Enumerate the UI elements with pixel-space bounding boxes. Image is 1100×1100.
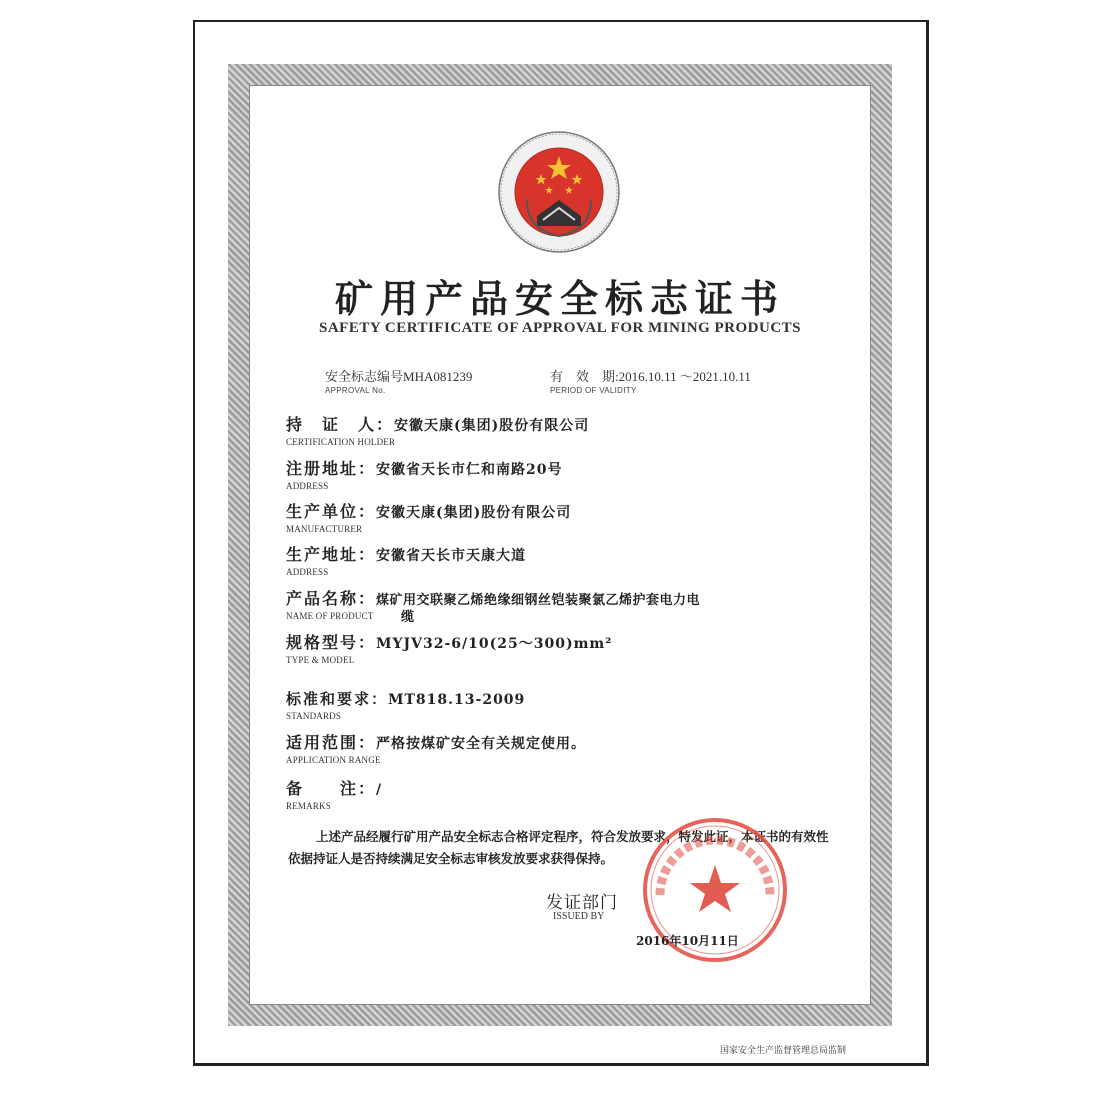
field-manufacturer bbox=[286, 499, 571, 534]
approval-no-row bbox=[325, 366, 472, 385]
issue-date: 2016年10月11日 bbox=[636, 934, 739, 948]
field-label: 产品名称： bbox=[286, 589, 377, 608]
field-product-name bbox=[286, 586, 701, 625]
certificate-title-cn: 矿用产品安全标志证书 bbox=[334, 276, 785, 321]
field-label: 注册地址： bbox=[286, 459, 377, 478]
validity-value: 2016.10.11 ～2021.10.11 bbox=[618, 369, 751, 384]
field-value: 煤矿用交联聚乙烯绝缘细钢丝铠装聚氯乙烯护套电力电 bbox=[376, 593, 701, 608]
field-en: MANUFACTURER bbox=[286, 524, 363, 534]
state-emblem-icon bbox=[497, 130, 621, 254]
field-value: / bbox=[376, 782, 383, 798]
field-value: 安徽省天长市仁和南路20号 bbox=[376, 462, 563, 478]
field-en: NAME OF PRODUCT bbox=[286, 611, 374, 621]
field-en: ADDRESS bbox=[286, 567, 329, 577]
field-en: APPLICATION RANGE bbox=[286, 755, 381, 765]
field-en: REMARKS bbox=[286, 801, 331, 811]
certification-statement: 上述产品经履行矿用产品安全标志合格评定程序，符合发放要求，特发此证，本证书的有效性依据持证人是否持续满足安全标志审核发放要求获得保持。 bbox=[288, 829, 829, 866]
field-standards bbox=[286, 688, 525, 721]
field-label: 标准和要求： bbox=[286, 690, 389, 708]
field-label: 规格型号： bbox=[286, 633, 377, 652]
validity-row bbox=[550, 366, 751, 385]
field-type-model bbox=[286, 630, 612, 665]
field-label: 生产单位： bbox=[286, 502, 377, 521]
field-value: MT818.13-2009 bbox=[388, 692, 526, 708]
field-value-line2: 缆 bbox=[401, 610, 415, 625]
field-address bbox=[286, 456, 563, 491]
field-label: 备 注： bbox=[286, 779, 377, 798]
validity-en: PERIOD OF VALIDITY bbox=[550, 386, 637, 395]
field-application-range bbox=[286, 730, 586, 765]
field-value: 安徽天康(集团)股份有限公司 bbox=[376, 505, 572, 521]
field-holder bbox=[286, 412, 589, 447]
field-remarks bbox=[286, 776, 382, 811]
approval-no-en: APPROVAL No. bbox=[325, 386, 386, 395]
validity-label: 有 效 期: bbox=[550, 369, 619, 384]
certificate-title-en: SAFETY CERTIFICATE OF APPROVAL FOR MINING PRODUCTS bbox=[318, 320, 802, 336]
field-label: 持 证 人： bbox=[286, 415, 395, 434]
field-en: CERTIFICATION HOLDER bbox=[286, 437, 396, 447]
approval-no-label: 安全标志编号 bbox=[325, 369, 404, 384]
field-label: 适用范围： bbox=[286, 733, 377, 752]
field-label: 生产地址： bbox=[286, 545, 377, 564]
field-value: MYJV32-6/10(25～300)mm² bbox=[376, 636, 613, 652]
field-en: ADDRESS bbox=[286, 481, 329, 491]
field-en: TYPE & MODEL bbox=[286, 655, 355, 665]
field-value: 安徽天康(集团)股份有限公司 bbox=[394, 418, 590, 434]
field-production-address bbox=[286, 542, 526, 577]
field-value: 严格按煤矿安全有关规定使用。 bbox=[376, 736, 587, 752]
field-en: STANDARDS bbox=[286, 711, 342, 721]
footer-text: 国家安全生产监督管理总局监制 bbox=[720, 1046, 847, 1056]
issuer-label-en: ISSUED BY bbox=[553, 911, 605, 922]
field-value: 安徽省天长市天康大道 bbox=[376, 548, 527, 564]
approval-no-value: MHA081239 bbox=[403, 369, 473, 384]
issuer-label-cn: 发证部门 bbox=[546, 893, 618, 913]
